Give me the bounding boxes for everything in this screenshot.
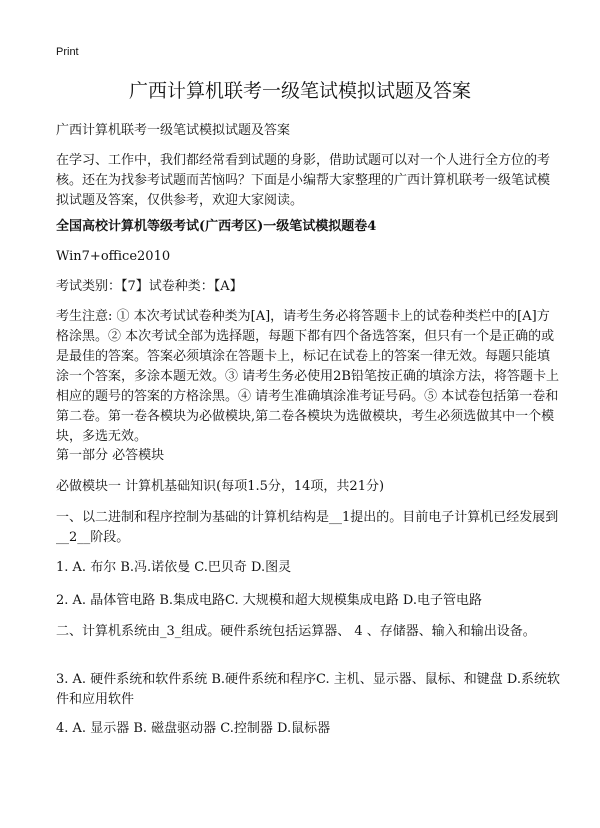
question-one: 一、以二进制和程序控制为基础的计算机结构是__1提出的。目前电子计算机已经发展到__2__阶段。 xyxy=(56,510,559,545)
question-3-options: 3. A. 硬件系统和软件系统 B.硬件系统和程序C. 主机、显示器、鼠标、和键盘 D.系统软件和应用软件 xyxy=(56,672,560,707)
notice-paragraph: 考生注意: ① 本次考试试卷种类为[A]，请考生务必将答题卡上的试卷种类栏中的[A]方格涂黑。② 本次考试全部为选择题，每题下都有四个备选答案，但只有一个是正确的或是最佳的答案。答案必须填涂在答题卡上，标记在试卷上的答案一律无效。每题只能填涂一个答案，多涂本题无效。③ 请考生务必使用2B铅笔按正确的填涂方法，将答题卡上相应的题号的答案的方格涂黑。④ 请考生准确填涂准考证号码。⑤ 本试卷包括第一卷和第二卷。第一卷各模块为必做模块,第二卷各模块为选做模块，考生必须选做其中一个模块，多选无效。 xyxy=(56,309,559,444)
question-2-options: 2. A. 晶体管电路 B.集成电路C. 大规模和超大规模集成电路 D.电子管电路 xyxy=(56,593,482,608)
question-1-options: 1. A. 布尔 B.冯.诺依曼 C.巴贝奇 D.图灵 xyxy=(56,560,292,575)
environment-line: Win7+office2010 xyxy=(56,249,171,264)
document-title: 广西计算机联考一级笔试模拟试题及答案 xyxy=(128,80,471,102)
print-label[interactable]: Print xyxy=(56,46,79,58)
intro-paragraph: 在学习、工作中，我们都经常看到试题的身影，借助试题可以对一个人进行全方位的考核。还在为找参考试题而苦恼吗？下面是小编帮大家整理的广西计算机联考一级笔试模拟试题及答案，仅供参考，欢迎大家阅读。 xyxy=(56,153,551,208)
exam-type-line: 考试类别：【7】试卷种类：【A】 xyxy=(56,279,243,294)
question-two: 二、计算机系统由_3_组成。硬件系统包括运算器、 4 、存储器、输入和输出设备。 xyxy=(56,624,536,639)
document-subtitle: 广西计算机联考一级笔试模拟试题及答案 xyxy=(56,123,291,138)
exam-heading: 全国高校计算机等级考试(广西考区)一级笔试模拟题卷4 xyxy=(56,219,377,234)
part-one-heading: 第一部分 必答模块 xyxy=(56,448,165,463)
question-4-options: 4. A. 显示器 B. 磁盘驱动器 C.控制器 D.鼠标器 xyxy=(56,721,331,736)
module-one-heading: 必做模块一 计算机基础知识(每项1.5分，14项，共21分) xyxy=(56,479,385,494)
